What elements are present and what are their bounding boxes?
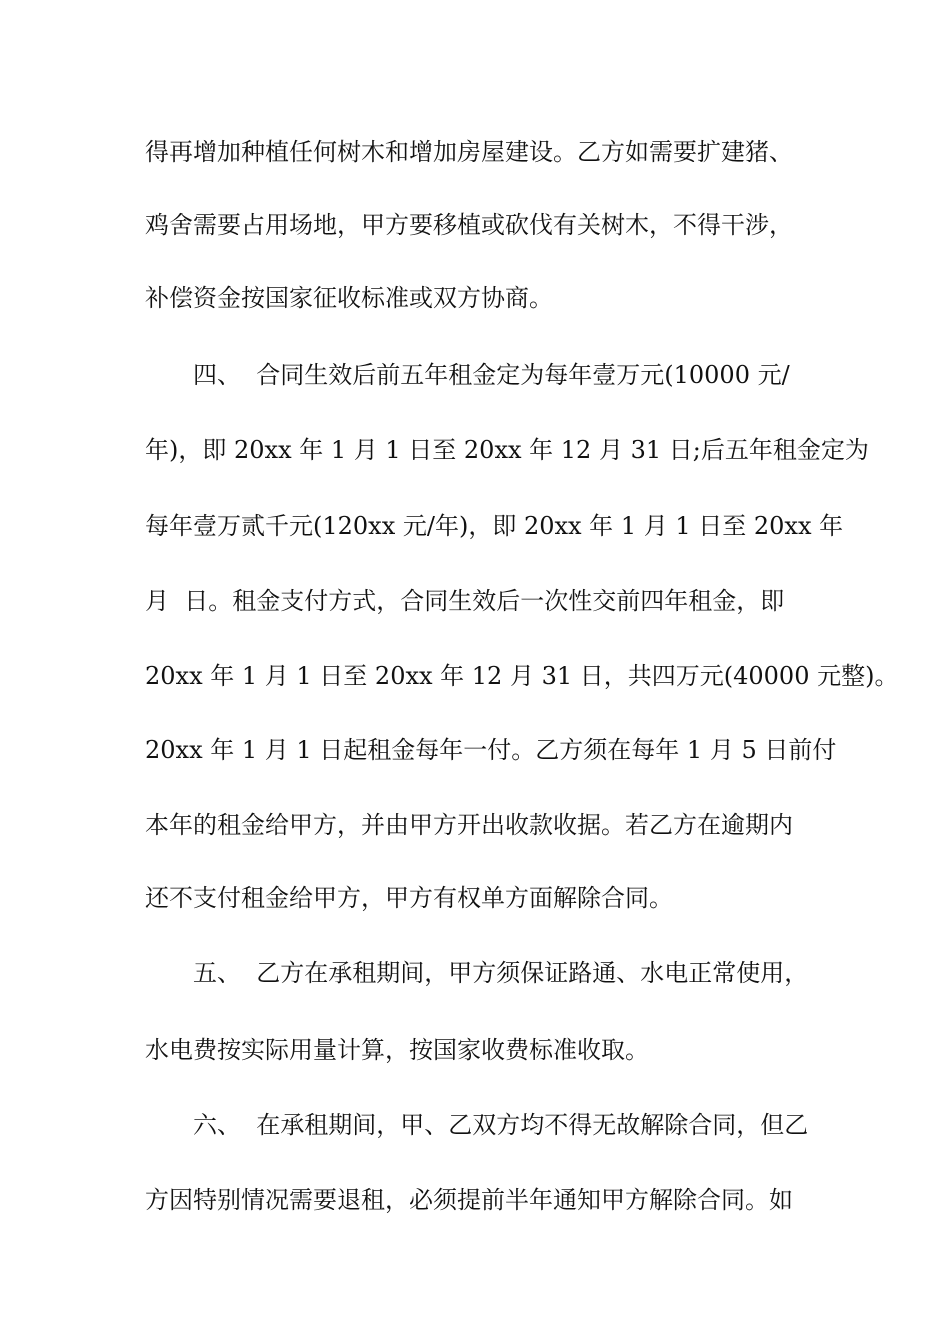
text-line: 月 日。租金支付方式，合同生效后一次性交前四年租金，即 [145,587,785,615]
text-line: 补偿资金按国家征收标准或双方协商。 [145,284,553,312]
text-line: 鸡舍需要占用场地，甲方要移植或砍伐有关树木，不得干涉， [145,211,793,239]
text-line: 年)，即 20xx 年 1 月 1 日至 20xx 年 12 月 31 日;后五年租金定为 [145,436,869,464]
text-line: 还不支付租金给甲方，甲方有权单方面解除合同。 [145,884,673,912]
section-six-heading-line: 六、 在承租期间，甲、乙双方均不得无故解除合同，但乙 [193,1111,809,1139]
section-five-heading-line: 五、 乙方在承租期间，甲方须保证路通、水电正常使用， [193,959,809,987]
text-line: 得再增加种植任何树木和增加房屋建设。乙方如需要扩建猪、 [145,138,793,166]
text-line: 水电费按实际用量计算，按国家收费标准收取。 [145,1036,649,1064]
text-line: 20xx 年 1 月 1 日至 20xx 年 12 月 31 日，共四万元(40000 元整)。 [145,662,899,690]
section-four-heading-line: 四、 合同生效后前五年租金定为每年壹万元(10000 元/ [193,361,790,389]
text-line: 方因特别情况需要退租，必须提前半年通知甲方解除合同。如 [145,1186,793,1214]
text-line: 本年的租金给甲方，并由甲方开出收款收据。若乙方在逾期内 [145,811,793,839]
text-line: 每年壹万贰千元(120xx 元/年)，即 20xx 年 1 月 1 日至 20xx 年 [145,512,844,540]
text-line: 20xx 年 1 月 1 日起租金每年一付。乙方须在每年 1 月 5 日前付 [145,736,837,764]
